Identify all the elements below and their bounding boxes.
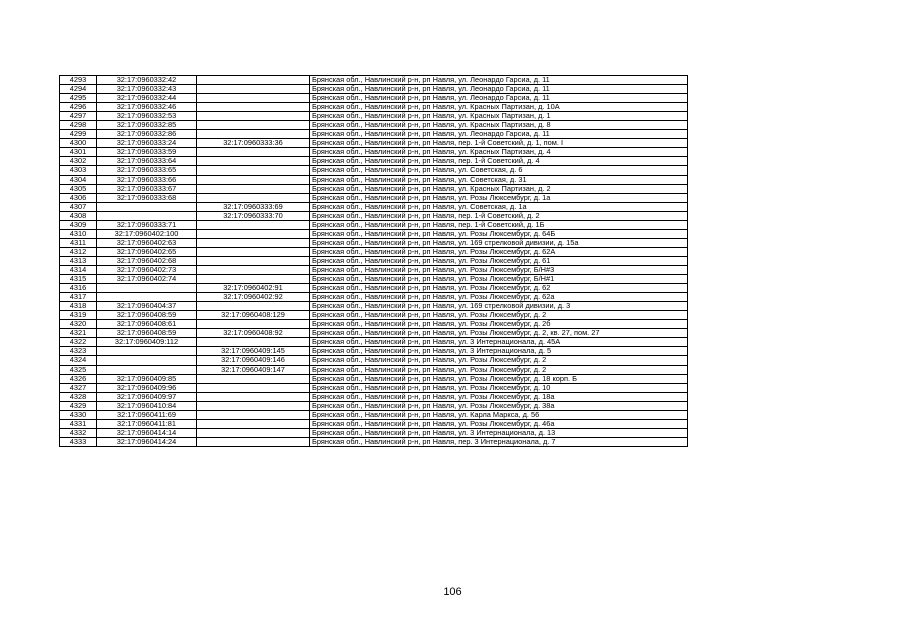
row-number-cell: 4307: [60, 202, 97, 211]
cadastral-number-cell: 32:17:0960333:24: [97, 139, 197, 148]
table-row: [60, 437, 688, 446]
address-cell: Брянская обл., Навлинский р-н, рп Навля, ул. Советская, д. 1а: [310, 202, 688, 211]
table-row: [60, 347, 688, 356]
related-cadastral-number-cell: [197, 103, 310, 112]
table-row: [60, 320, 688, 329]
address-cell: Брянская обл., Навлинский р-н, рп Навля, ул. Розы Люксембург, Б/Н#1: [310, 275, 688, 284]
table-row: [60, 139, 688, 148]
table-row: [60, 211, 688, 220]
address-cell: Брянская обл., Навлинский р-н, рп Навля, пер. 3 Интернационала, д. 7: [310, 437, 688, 446]
address-cell: Брянская обл., Навлинский р-н, рп Навля, ул. Розы Люксембург, д. 10: [310, 383, 688, 392]
row-number-cell: 4305: [60, 184, 97, 193]
row-number-cell: 4327: [60, 383, 97, 392]
address-cell: Брянская обл., Навлинский р-н, рп Навля, ул. 3 Интернационала, д. 5: [310, 347, 688, 356]
property-table: [59, 75, 688, 447]
cadastral-number-cell: 32:17:0960333:59: [97, 148, 197, 157]
row-number-cell: 4304: [60, 175, 97, 184]
row-number-cell: 4321: [60, 329, 97, 338]
related-cadastral-number-cell: 32:17:0960409:145: [197, 347, 310, 356]
row-number-cell: 4294: [60, 85, 97, 94]
table-row: [60, 302, 688, 311]
cadastral-number-cell: 32:17:0960333:65: [97, 166, 197, 175]
row-number-cell: 4309: [60, 220, 97, 229]
related-cadastral-number-cell: [197, 410, 310, 419]
cadastral-number-cell: 32:17:0960332:43: [97, 85, 197, 94]
cadastral-number-cell: 32:17:0960411:81: [97, 419, 197, 428]
address-cell: Брянская обл., Навлинский р-н, рп Навля, ул. Красных Партизан, д. 2: [310, 184, 688, 193]
address-cell: Брянская обл., Навлинский р-н, рп Навля, ул. Леонардо Гарсиа, д. 11: [310, 130, 688, 139]
table-row: [60, 383, 688, 392]
table-row: [60, 175, 688, 184]
related-cadastral-number-cell: 32:17:0960402:92: [197, 293, 310, 302]
row-number-cell: 4306: [60, 193, 97, 202]
cadastral-number-cell: [97, 365, 197, 374]
address-cell: Брянская обл., Навлинский р-н, рп Навля, ул. Розы Люксембург, д. 2: [310, 311, 688, 320]
related-cadastral-number-cell: [197, 275, 310, 284]
address-cell: Брянская обл., Навлинский р-н, рп Навля, пер. 1-й Советский, д. 4: [310, 157, 688, 166]
row-number-cell: 4303: [60, 166, 97, 175]
row-number-cell: 4333: [60, 437, 97, 446]
related-cadastral-number-cell: 32:17:0960408:129: [197, 311, 310, 320]
cadastral-number-cell: 32:17:0960333:66: [97, 175, 197, 184]
row-number-cell: 4328: [60, 392, 97, 401]
row-number-cell: 4316: [60, 284, 97, 293]
cadastral-number-cell: [97, 347, 197, 356]
row-number-cell: 4308: [60, 211, 97, 220]
address-cell: Брянская обл., Навлинский р-н, рп Навля, ул. Красных Партизан, д. 4: [310, 148, 688, 157]
table-row: [60, 148, 688, 157]
table-row: [60, 229, 688, 238]
cadastral-number-cell: 32:17:0960414:14: [97, 428, 197, 437]
cadastral-number-cell: 32:17:0960332:46: [97, 103, 197, 112]
cadastral-number-cell: 32:17:0960411:69: [97, 410, 197, 419]
related-cadastral-number-cell: [197, 193, 310, 202]
cadastral-number-cell: [97, 356, 197, 365]
related-cadastral-number-cell: 32:17:0960409:147: [197, 365, 310, 374]
table-row: [60, 293, 688, 302]
address-cell: Брянская обл., Навлинский р-н, рп Навля, ул. Розы Люксембург, д. 2: [310, 356, 688, 365]
table-row: [60, 284, 688, 293]
related-cadastral-number-cell: [197, 157, 310, 166]
address-cell: Брянская обл., Навлинский р-н, рп Навля, ул. Советская, д. 6: [310, 166, 688, 175]
table-row: [60, 220, 688, 229]
table-row: [60, 410, 688, 419]
address-cell: Брянская обл., Навлинский р-н, рп Навля, ул. Розы Люксембург, д. 38а: [310, 401, 688, 410]
row-number-cell: 4332: [60, 428, 97, 437]
cadastral-number-cell: 32:17:0960408:61: [97, 320, 197, 329]
table-row: [60, 85, 688, 94]
table-row: [60, 338, 688, 347]
table-row: [60, 419, 688, 428]
related-cadastral-number-cell: [197, 247, 310, 256]
row-number-cell: 4299: [60, 130, 97, 139]
cadastral-number-cell: [97, 211, 197, 220]
table-row: [60, 238, 688, 247]
row-number-cell: 4330: [60, 410, 97, 419]
page-number: 106: [443, 586, 462, 598]
cadastral-number-cell: 32:17:0960333:67: [97, 184, 197, 193]
related-cadastral-number-cell: [197, 148, 310, 157]
cadastral-number-cell: 32:17:0960402:74: [97, 275, 197, 284]
cadastral-number-cell: 32:17:0960404:37: [97, 302, 197, 311]
related-cadastral-number-cell: 32:17:0960333:70: [197, 211, 310, 220]
table-row: [60, 329, 688, 338]
related-cadastral-number-cell: [197, 320, 310, 329]
row-number-cell: 4315: [60, 275, 97, 284]
row-number-cell: 4323: [60, 347, 97, 356]
address-cell: Брянская обл., Навлинский р-н, рп Навля, ул. Розы Люксембург, д. 18а: [310, 392, 688, 401]
row-number-cell: 4297: [60, 112, 97, 121]
address-cell: Брянская обл., Навлинский р-н, рп Навля, ул. Розы Люксембург, д. 62: [310, 284, 688, 293]
cadastral-number-cell: 32:17:0960332:53: [97, 112, 197, 121]
cadastral-number-cell: 32:17:0960410:84: [97, 401, 197, 410]
address-cell: Брянская обл., Навлинский р-н, рп Навля, ул. Розы Люксембург, Б/Н#3: [310, 265, 688, 274]
row-number-cell: 4322: [60, 338, 97, 347]
table-row: [60, 275, 688, 284]
related-cadastral-number-cell: 32:17:0960333:36: [197, 139, 310, 148]
row-number-cell: 4317: [60, 293, 97, 302]
related-cadastral-number-cell: 32:17:0960409:146: [197, 356, 310, 365]
related-cadastral-number-cell: [197, 302, 310, 311]
table-row: [60, 166, 688, 175]
row-number-cell: 4329: [60, 401, 97, 410]
related-cadastral-number-cell: [197, 220, 310, 229]
address-cell: Брянская обл., Навлинский р-н, рп Навля, ул. 169 стрелковой дивизии, д. 3: [310, 302, 688, 311]
address-cell: Брянская обл., Навлинский р-н, рп Навля, ул. Леонардо Гарсиа, д. 11: [310, 85, 688, 94]
row-number-cell: 4318: [60, 302, 97, 311]
related-cadastral-number-cell: [197, 175, 310, 184]
related-cadastral-number-cell: [197, 392, 310, 401]
table-row: [60, 193, 688, 202]
address-cell: Брянская обл., Навлинский р-н, рп Навля, пер. 1-й Советский, д. 1, пом. I: [310, 139, 688, 148]
table-row: [60, 121, 688, 130]
row-number-cell: 4301: [60, 148, 97, 157]
row-number-cell: 4300: [60, 139, 97, 148]
row-number-cell: 4324: [60, 356, 97, 365]
cadastral-number-cell: 32:17:0960332:86: [97, 130, 197, 139]
row-number-cell: 4313: [60, 256, 97, 265]
address-cell: Брянская обл., Навлинский р-н, рп Навля, пер. 1-й Советский, д. 1Б: [310, 220, 688, 229]
table-row: [60, 130, 688, 139]
address-cell: Брянская обл., Навлинский р-н, рп Навля, ул. Розы Люксембург, д. 46а: [310, 419, 688, 428]
cadastral-number-cell: [97, 202, 197, 211]
address-cell: Брянская обл., Навлинский р-н, рп Навля, ул. Розы Люксембург, д. 62А: [310, 247, 688, 256]
related-cadastral-number-cell: [197, 428, 310, 437]
related-cadastral-number-cell: [197, 76, 310, 85]
cadastral-number-cell: [97, 293, 197, 302]
cadastral-number-cell: 32:17:0960333:64: [97, 157, 197, 166]
table-row: [60, 202, 688, 211]
table-body: [60, 76, 688, 447]
related-cadastral-number-cell: [197, 85, 310, 94]
cadastral-number-cell: 32:17:0960402:73: [97, 265, 197, 274]
row-number-cell: 4296: [60, 103, 97, 112]
related-cadastral-number-cell: [197, 229, 310, 238]
address-cell: Брянская обл., Навлинский р-н, рп Навля, ул. Красных Партизан, д. 10А: [310, 103, 688, 112]
row-number-cell: 4326: [60, 374, 97, 383]
row-number-cell: 4314: [60, 265, 97, 274]
table-row: [60, 103, 688, 112]
address-cell: Брянская обл., Навлинский р-н, рп Навля, ул. Красных Партизан, д. 8: [310, 121, 688, 130]
address-cell: Брянская обл., Навлинский р-н, рп Навля, ул. Розы Люксембург, д. 61: [310, 256, 688, 265]
related-cadastral-number-cell: 32:17:0960333:69: [197, 202, 310, 211]
table-row: [60, 157, 688, 166]
cadastral-number-cell: 32:17:0960333:68: [97, 193, 197, 202]
cadastral-number-cell: 32:17:0960409:85: [97, 374, 197, 383]
cadastral-number-cell: [97, 284, 197, 293]
row-number-cell: 4293: [60, 76, 97, 85]
cadastral-number-cell: 32:17:0960408:59: [97, 329, 197, 338]
table-row: [60, 365, 688, 374]
address-cell: Брянская обл., Навлинский р-н, рп Навля, ул. Красных Партизан, д. 1: [310, 112, 688, 121]
cadastral-number-cell: 32:17:0960333:71: [97, 220, 197, 229]
table-row: [60, 428, 688, 437]
table-row: [60, 184, 688, 193]
related-cadastral-number-cell: [197, 112, 310, 121]
cadastral-number-cell: 32:17:0960409:96: [97, 383, 197, 392]
address-cell: Брянская обл., Навлинский р-н, рп Навля, ул. Розы Люксембург, д. 62а: [310, 293, 688, 302]
row-number-cell: 4302: [60, 157, 97, 166]
row-number-cell: 4319: [60, 311, 97, 320]
related-cadastral-number-cell: [197, 130, 310, 139]
address-cell: Брянская обл., Навлинский р-н, рп Навля, ул. 3 Интернационала, д. 45А: [310, 338, 688, 347]
row-number-cell: 4325: [60, 365, 97, 374]
table-row: [60, 401, 688, 410]
related-cadastral-number-cell: [197, 166, 310, 175]
address-cell: Брянская обл., Навлинский р-н, рп Навля, ул. 169 стрелковой дивизии, д. 15а: [310, 238, 688, 247]
row-number-cell: 4311: [60, 238, 97, 247]
address-cell: Брянская обл., Навлинский р-н, рп Навля, ул. Леонардо Гарсиа, д. 11: [310, 94, 688, 103]
address-cell: Брянская обл., Навлинский р-н, рп Навля, пер. 1-й Советский, д. 2: [310, 211, 688, 220]
table-row: [60, 374, 688, 383]
cadastral-number-cell: 32:17:0960402:63: [97, 238, 197, 247]
cadastral-number-cell: 32:17:0960332:44: [97, 94, 197, 103]
address-cell: Брянская обл., Навлинский р-н, рп Навля, ул. Розы Люксембург, д. 64Б: [310, 229, 688, 238]
row-number-cell: 4298: [60, 121, 97, 130]
table-row: [60, 76, 688, 85]
related-cadastral-number-cell: [197, 437, 310, 446]
address-cell: Брянская обл., Навлинский р-н, рп Навля, ул. 3 Интернационала, д. 13: [310, 428, 688, 437]
table-row: [60, 265, 688, 274]
row-number-cell: 4310: [60, 229, 97, 238]
table-row: [60, 356, 688, 365]
cadastral-number-cell: 32:17:0960409:97: [97, 392, 197, 401]
related-cadastral-number-cell: [197, 265, 310, 274]
table-row: [60, 311, 688, 320]
cadastral-number-cell: 32:17:0960332:85: [97, 121, 197, 130]
row-number-cell: 4295: [60, 94, 97, 103]
address-cell: Брянская обл., Навлинский р-н, рп Навля, ул. Леонардо Гарсиа, д. 11: [310, 76, 688, 85]
related-cadastral-number-cell: [197, 383, 310, 392]
related-cadastral-number-cell: [197, 338, 310, 347]
address-cell: Брянская обл., Навлинский р-н, рп Навля, ул. Розы Люксембург, д. 18 корп. Б: [310, 374, 688, 383]
cadastral-number-cell: 32:17:0960409:112: [97, 338, 197, 347]
related-cadastral-number-cell: [197, 401, 310, 410]
table-row: [60, 94, 688, 103]
related-cadastral-number-cell: 32:17:0960408:92: [197, 329, 310, 338]
related-cadastral-number-cell: [197, 374, 310, 383]
address-cell: Брянская обл., Навлинский р-н, рп Навля, ул. Розы Люксембург, д. 2, кв. 27, пом. 27: [310, 329, 688, 338]
cadastral-number-cell: 32:17:0960414:24: [97, 437, 197, 446]
address-cell: Брянская обл., Навлинский р-н, рп Навля, ул. Розы Люксембург, д. 1а: [310, 193, 688, 202]
related-cadastral-number-cell: [197, 184, 310, 193]
cadastral-number-cell: 32:17:0960402:68: [97, 256, 197, 265]
related-cadastral-number-cell: [197, 238, 310, 247]
related-cadastral-number-cell: 32:17:0960402:91: [197, 284, 310, 293]
table-row: [60, 256, 688, 265]
table-row: [60, 112, 688, 121]
address-cell: Брянская обл., Навлинский р-н, рп Навля, ул. Розы Люксембург, д. 2: [310, 365, 688, 374]
cadastral-number-cell: 32:17:0960332:42: [97, 76, 197, 85]
row-number-cell: 4312: [60, 247, 97, 256]
cadastral-number-cell: 32:17:0960402:100: [97, 229, 197, 238]
address-cell: Брянская обл., Навлинский р-н, рп Навля, ул. Карла Маркса, д. 56: [310, 410, 688, 419]
related-cadastral-number-cell: [197, 94, 310, 103]
cadastral-number-cell: 32:17:0960402:65: [97, 247, 197, 256]
related-cadastral-number-cell: [197, 419, 310, 428]
table-row: [60, 392, 688, 401]
cadastral-number-cell: 32:17:0960408:59: [97, 311, 197, 320]
related-cadastral-number-cell: [197, 121, 310, 130]
address-cell: Брянская обл., Навлинский р-н, рп Навля, ул. Советская, д. 31: [310, 175, 688, 184]
row-number-cell: 4331: [60, 419, 97, 428]
related-cadastral-number-cell: [197, 256, 310, 265]
table-row: [60, 247, 688, 256]
address-cell: Брянская обл., Навлинский р-н, рп Навля, ул. Розы Люксембург, д. 2б: [310, 320, 688, 329]
row-number-cell: 4320: [60, 320, 97, 329]
